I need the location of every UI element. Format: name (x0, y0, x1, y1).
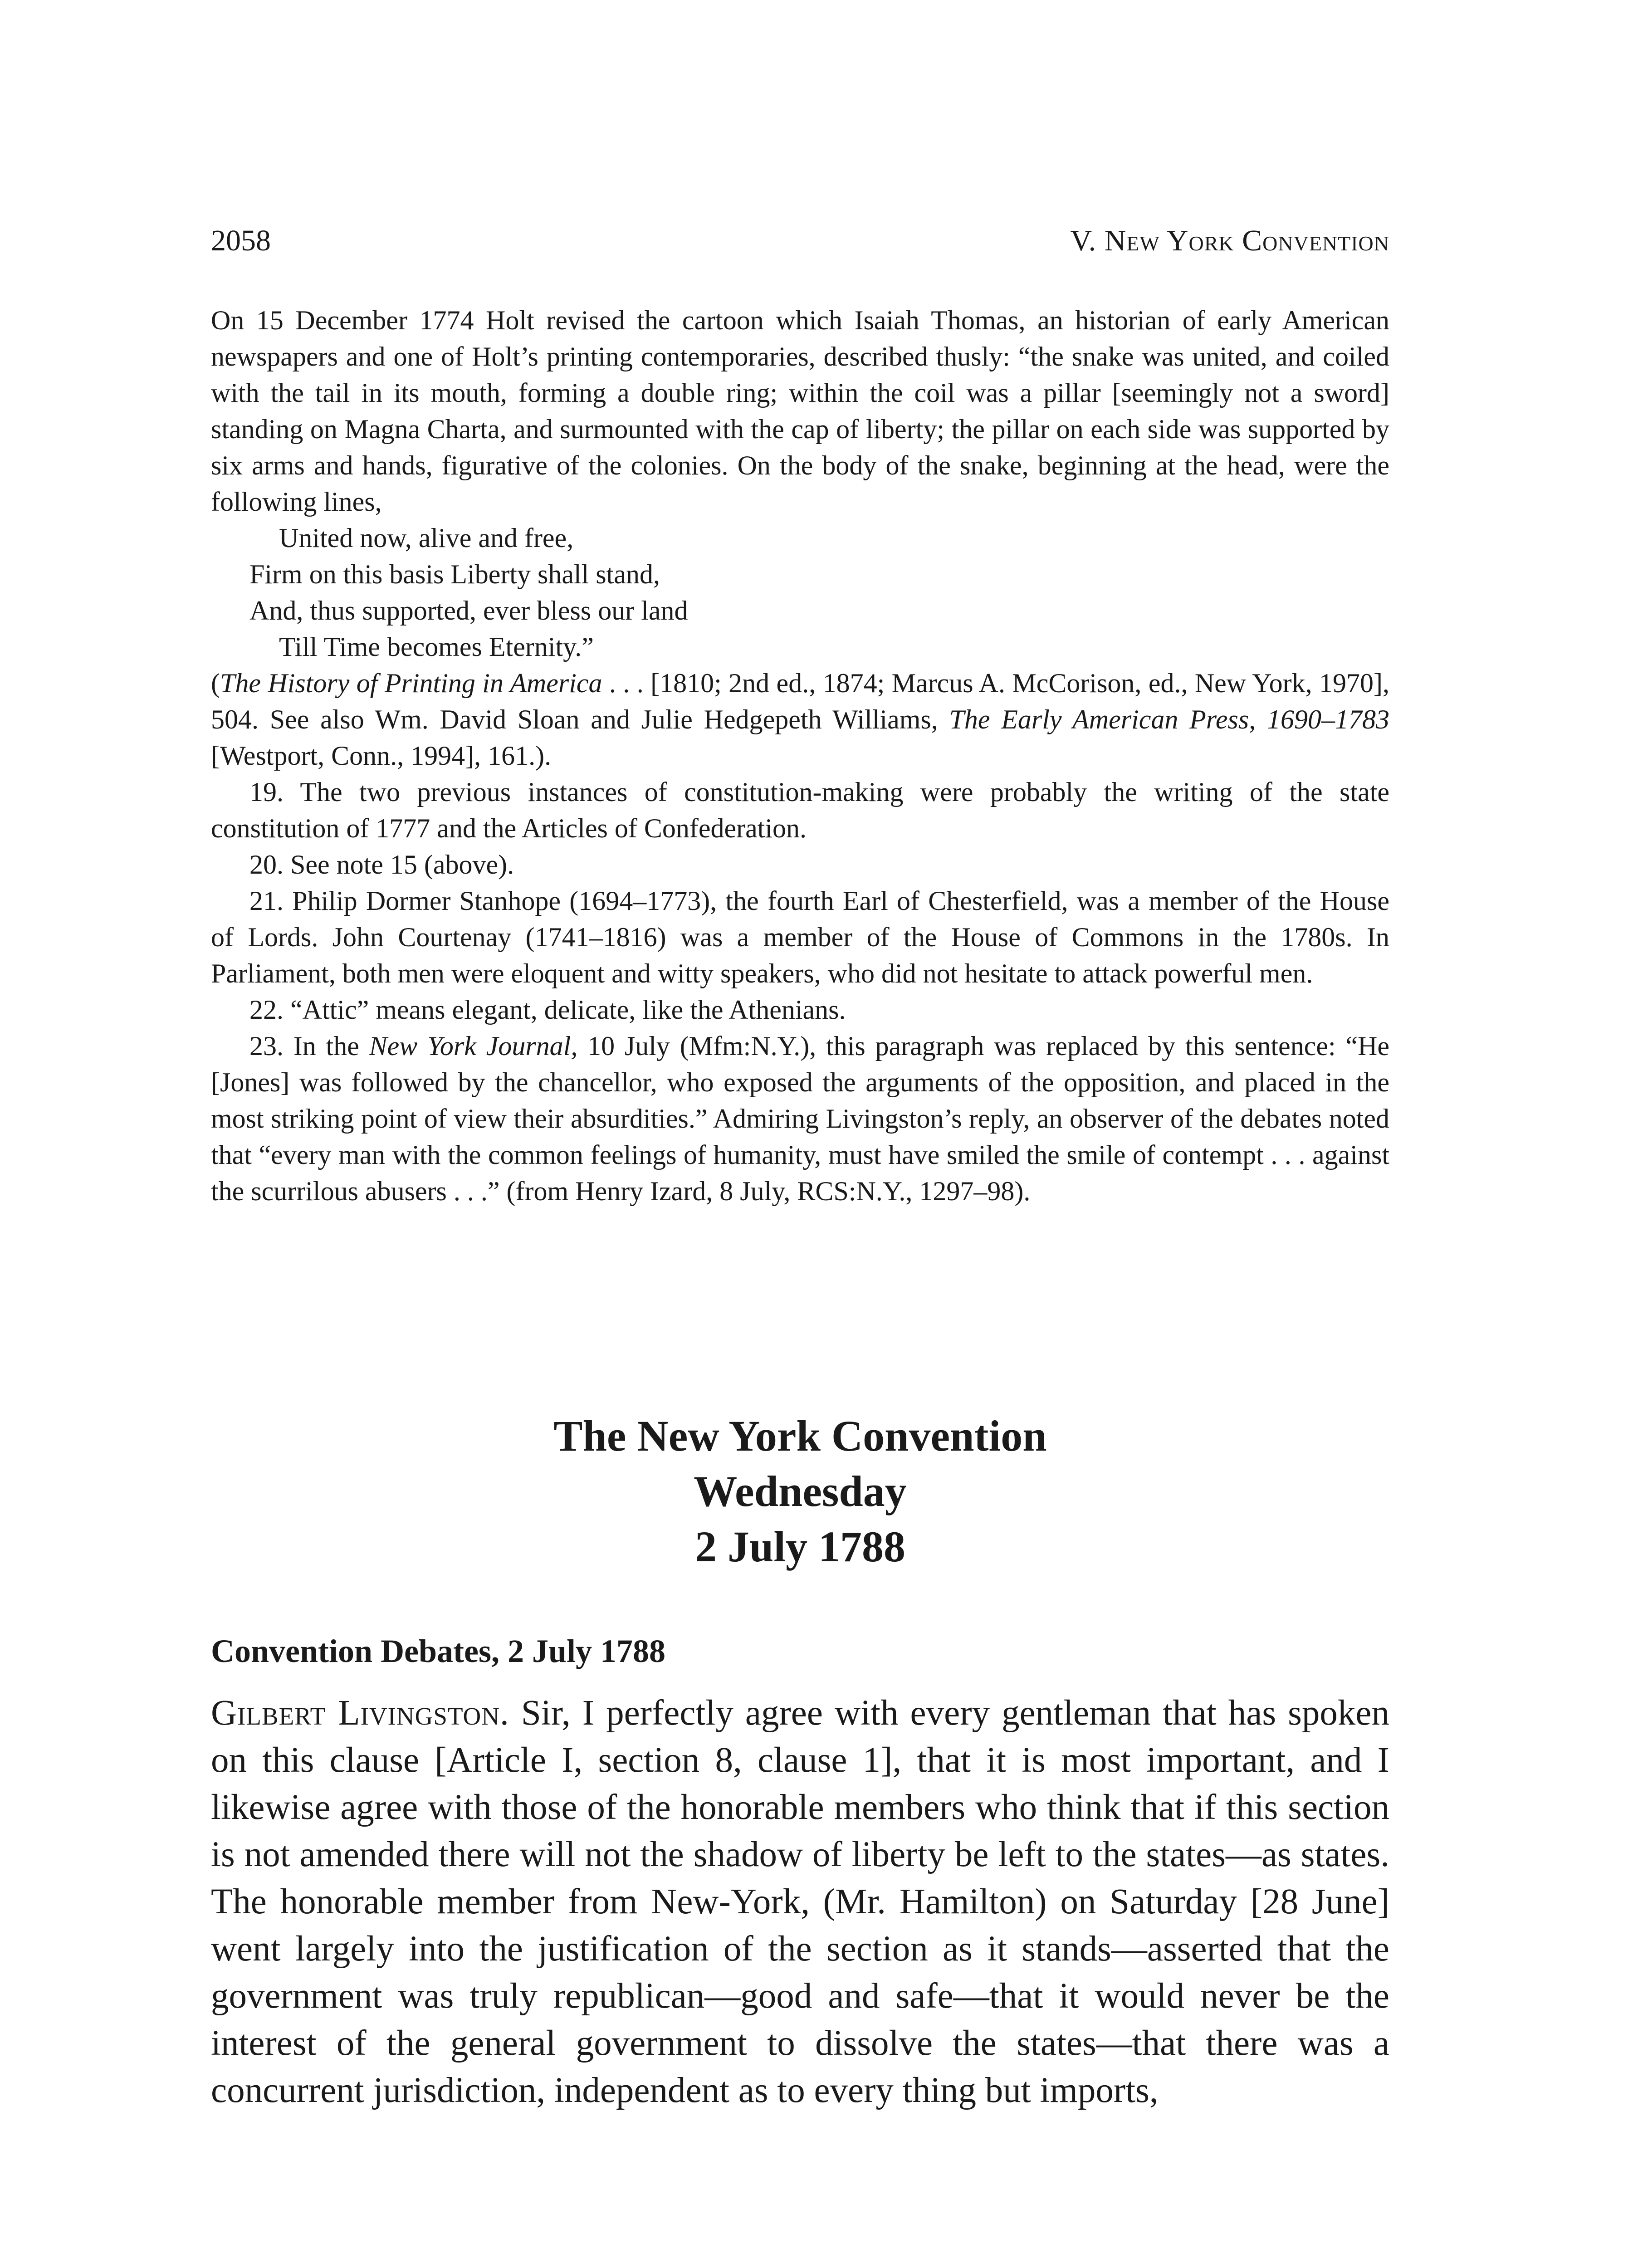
footnotes-section (211, 302, 1389, 1209)
page-number: 2058 (211, 224, 271, 257)
citation-title-early-american-press: The Early American Press, 1690–1783 (949, 704, 1389, 734)
debate-body (211, 1690, 1389, 2114)
speaker-name: Gilbert Livingston. (211, 1693, 509, 1733)
citation-end: [Westport, Conn., 1994], 161.). (211, 741, 552, 771)
note-23-start: 23. In the (249, 1031, 369, 1061)
title-line-3: 2 July 1788 (694, 1522, 906, 1571)
verse-line-3: And, thus supported, ever bless our land (249, 596, 688, 626)
note-22: 22. “Attic” means elegant, delicate, like the Athenians. (249, 995, 846, 1025)
note-18-citation (211, 665, 1389, 774)
note-20: 20. See note 15 (above). (249, 850, 514, 880)
note-23-rest: 10 July (Mfm:N.Y.), this paragraph was replaced by this sentence: “He [Jones] was followed by the chancellor, who exposed the arguments of the opposition, and placed in the most striking point of view their absurdities.” Admiring Livingston’s reply, an observer of the debates noted that “every man with the common feelings of humanity, must have smiled the smile of contempt . . . against the scurrilous abusers . . .” (from Henry Izard, 8 July, RCS:N.Y., 1297–98). (211, 1031, 1389, 1206)
note-21: 21. Philip Dormer Stanhope (1694–1773), the fourth Earl of Chesterfield, was a member of the House of Lords. John Courtenay (1741–1816) was a member of the House of Commons in the 1780s. In Parliament, both men were eloquent and witty speakers, who did not hesitate to attack powerful men. (211, 886, 1389, 988)
verse-line-4: Till Time becomes Eternity.” (279, 632, 594, 662)
verse-line-1: United now, alive and free, (279, 523, 574, 553)
title-line-2: Wednesday (694, 1467, 907, 1515)
title-line-1: The New York Convention (553, 1412, 1047, 1460)
note-23-newspaper-title: New York Journal, (369, 1031, 578, 1061)
page-header (211, 220, 1389, 261)
running-head: V. New York Convention (1070, 224, 1389, 257)
section-heading: Convention Debates, 2 July 1788 (211, 1633, 666, 1669)
note-18-continuation: On 15 December 1774 Holt revised the cartoon which Isaiah Thomas, an historian of early American newspapers and one of Holt’s printing contemporaries, described thusly: “the snake was united, and coiled with the tail in its mouth, forming a double ring; within the coil was a pillar [seemingly not a sword] standing on Magna Charta, and surmounted with the cap of liberty; the pillar on each side was supported by six arms and hands, figurative of the colonies. On the body of the snake, beginning at the head, were the following lines, (211, 305, 1389, 517)
citation-title-history-of-printing: The History of Printing in America (220, 668, 602, 698)
citation-middle: . . . [1810; 2nd ed., 1874; Marcus A. McCorison, ed., New York, 1970], 504. See also Wm. David Sloan and Julie Hedgepeth Williams, (211, 668, 1389, 734)
convention-title-block (211, 1408, 1389, 1574)
debate-paragraph (211, 1690, 1389, 2114)
verse-line-2: Firm on this basis Liberty shall stand, (249, 559, 660, 589)
citation-open-paren: ( (211, 668, 220, 698)
note-19: 19. The two previous instances of constitution-making were probably the writing of the state constitution of 1777 and the Articles of Confederation. (211, 777, 1389, 843)
speech-text: Sir, I perfectly agree with every gentleman that has spoken on this clause [Article I, section 8, clause 1], that it is most important, and I likewise agree with those of the honorable members who think that if this section is not amended there will not the shadow of liberty be left to the states—as states. The honorable member from New-York, (Mr. Hamilton) on Saturday [28 June] went largely into the justification of the section as it stands—asserted that the government was truly republican—good and safe—that it would never be the interest of the general government to dissolve the states—that there was a concurrent jurisdiction, independent as to every thing but imports, (211, 1693, 1389, 2110)
note-23 (211, 1028, 1389, 1209)
